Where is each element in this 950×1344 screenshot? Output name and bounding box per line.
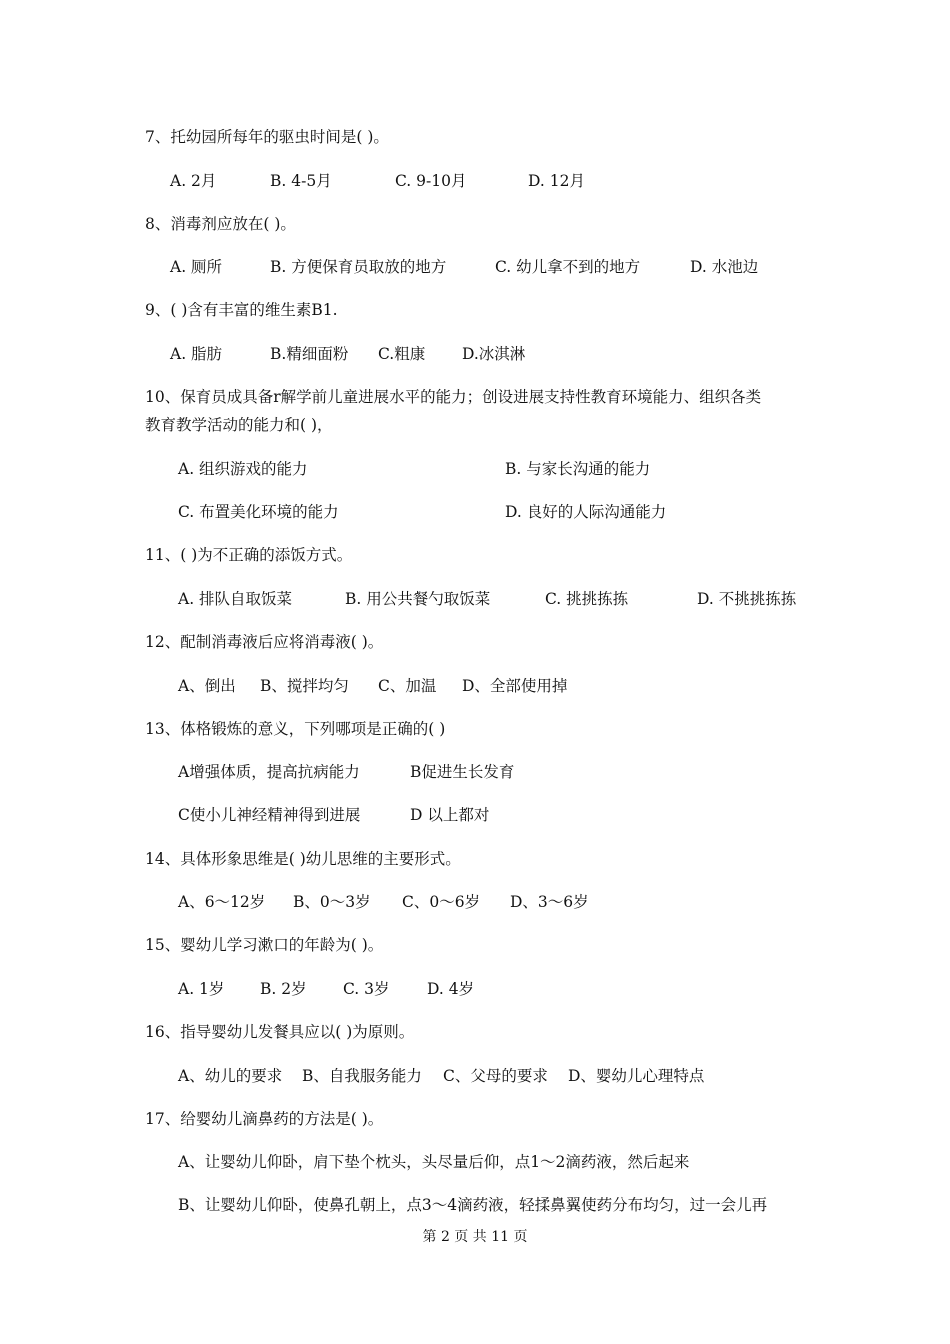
question-15-option-b: B. 2岁 (260, 980, 307, 998)
question-13-option-a: A增强体质，提高抗病能力 (178, 763, 360, 781)
question-7-option-d: D. 12月 (528, 172, 585, 190)
question-12-option-c: C、加温 (378, 677, 437, 695)
question-8-option-d: D. 水池边 (690, 258, 759, 276)
question-9-option-a: A. 脂肪 (170, 345, 223, 363)
question-10-option-d: D. 良好的人际沟通能力 (505, 503, 667, 521)
question-12-option-d: D、全部使用掉 (462, 677, 568, 695)
question-10-stem-line2: 教育教学活动的能力和( )， (145, 416, 333, 434)
question-15-option-c: C. 3岁 (343, 980, 390, 998)
question-16-option-b: B、自我服务能力 (302, 1067, 422, 1085)
page-number-footer: 第 2 页 共 11 页 (422, 1229, 528, 1245)
question-11-option-d: D. 不挑挑拣拣 (697, 590, 797, 608)
question-10-option-a: A. 组织游戏的能力 (178, 460, 308, 478)
question-11-stem: 11、( )为不正确的添饭方式。 (145, 546, 353, 564)
question-16-option-a: A、幼儿的要求 (178, 1067, 283, 1085)
question-16-option-c: C、父母的要求 (443, 1067, 548, 1085)
question-13-stem: 13、体格锻炼的意义，下列哪项是正确的( ) (145, 720, 446, 738)
question-16-stem: 16、指导婴幼儿发餐具应以( )为原则。 (145, 1023, 415, 1041)
question-7-option-a: A. 2月 (170, 172, 217, 190)
question-13-option-c: C使小儿神经精神得到进展 (178, 806, 361, 824)
question-9-option-d: D.冰淇淋 (462, 345, 526, 363)
question-17-stem: 17、给婴幼儿滴鼻药的方法是( )。 (145, 1110, 384, 1128)
question-16-option-d: D、婴幼儿心理特点 (568, 1067, 705, 1085)
question-8-option-c: C. 幼儿拿不到的地方 (495, 258, 641, 276)
question-17-option-b: B、让婴幼儿仰卧，使鼻孔朝上，点3～4滴药液，轻揉鼻翼使药分布均匀，过一会儿再 (178, 1196, 768, 1214)
question-14-option-c: C、0～6岁 (402, 893, 481, 911)
question-14-option-b: B、0～3岁 (293, 893, 371, 911)
question-9-stem: 9、( )含有丰富的维生素B1. (145, 301, 338, 319)
question-7-option-b: B. 4-5月 (270, 172, 332, 190)
question-11-option-b: B. 用公共餐勺取饭菜 (345, 590, 491, 608)
question-12-option-b: B、搅拌均匀 (260, 677, 349, 695)
question-15-stem: 15、婴幼儿学习漱口的年龄为( )。 (145, 936, 384, 954)
question-11-option-c: C. 挑挑拣拣 (545, 590, 629, 608)
question-15-option-d: D. 4岁 (427, 980, 475, 998)
question-13-option-d: D 以上都对 (410, 806, 490, 824)
question-9-option-b: B.精细面粉 (270, 345, 349, 363)
question-11-option-a: A. 排队自取饭菜 (178, 590, 293, 608)
question-15-option-a: A. 1岁 (178, 980, 225, 998)
question-8-stem: 8、消毒剂应放在( )。 (145, 215, 296, 233)
question-10-option-b: B. 与家长沟通的能力 (505, 460, 651, 478)
question-13-option-b: B促进生长发育 (410, 763, 515, 781)
question-7-option-c: C. 9-10月 (395, 172, 467, 190)
question-10-option-c: C. 布置美化环境的能力 (178, 503, 339, 521)
question-7-stem: 7、托幼园所每年的驱虫时间是( )。 (145, 128, 389, 146)
question-8-option-a: A. 厕所 (170, 258, 223, 276)
question-14-option-a: A、6～12岁 (178, 893, 266, 911)
question-14-stem: 14、具体形象思维是( )幼儿思维的主要形式。 (145, 850, 461, 868)
question-10-stem-line1: 10、保育员成具备r解学前儿童进展水平的能力；创设进展支持性教育环境能力、组织各类 (145, 388, 762, 406)
question-8-option-b: B. 方便保育员取放的地方 (270, 258, 447, 276)
question-9-option-c: C.粗康 (378, 345, 426, 363)
question-12-option-a: A、倒出 (178, 677, 236, 695)
question-14-option-d: D、3～6岁 (510, 893, 589, 911)
question-12-stem: 12、配制消毒液后应将消毒液( )。 (145, 633, 384, 651)
question-17-option-a: A、让婴幼儿仰卧，肩下垫个枕头，头尽量后仰，点1～2滴药液，然后起来 (178, 1153, 690, 1171)
